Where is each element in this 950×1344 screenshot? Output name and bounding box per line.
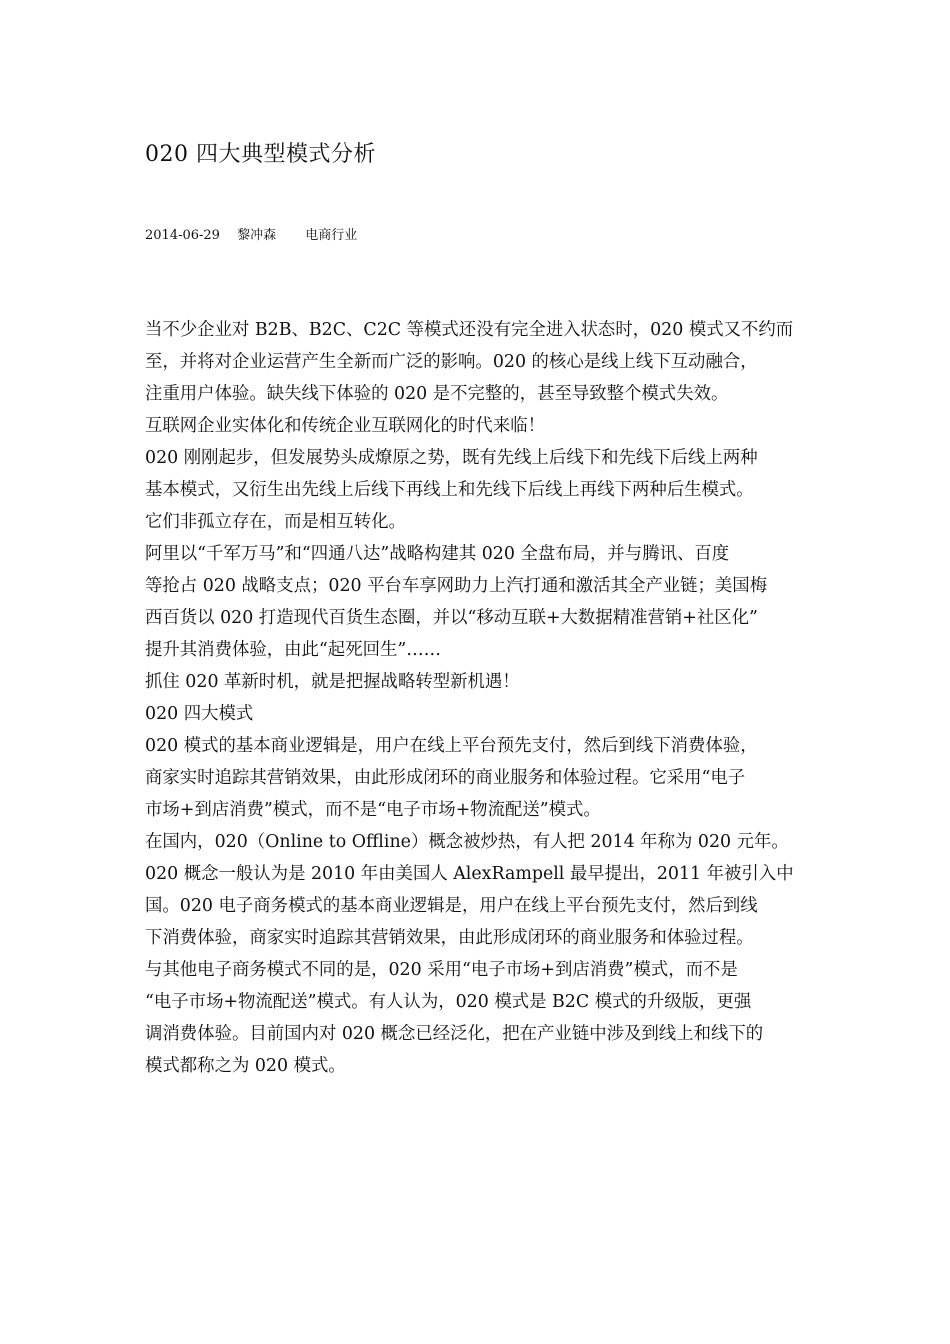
body-line: 至，并将对企业运营产生全新而广泛的影响。020 的核心是线上线下互动融合， <box>145 352 758 372</box>
body-line: “电子市场+物流配送”模式。有人认为，020 模式是 B2C 模式的升级版，更强 <box>145 992 752 1012</box>
body-line: 西百货以 020 打造现代百货生态圈，并以“移动互联+大数据精准营销+社区化” <box>145 608 758 628</box>
body-line: 国。020 电子商务模式的基本商业逻辑是，用户在线上平台预先支付，然后到线 <box>145 896 758 916</box>
body-line: 互联网企业实体化和传统企业互联网化的时代来临！ <box>145 416 545 436</box>
body-line: 当不少企业对 B2B、B2C、C2C 等模式还没有完全进入状态时，020 模式又不约而 <box>145 320 794 340</box>
article-meta <box>145 226 357 246</box>
body-line: 020 模式的基本商业逻辑是，用户在线上平台预先支付，然后到线下消费体验， <box>145 736 758 756</box>
category-label: 电商行业 <box>305 228 358 243</box>
body-line: 调消费体验。目前国内对 020 概念已经泛化，把在产业链中涉及到线上和线下的 <box>145 1024 764 1044</box>
body-line: 等抢占 020 战略支点；020 平台车享网助力上汽打通和激活其全产业链；美国梅 <box>145 576 768 596</box>
body-line: 下消费体验，商家实时追踪其营销效果，由此形成闭环的商业服务和体验过程。 <box>145 928 754 948</box>
body-line: 阿里以“千军万马”和“四通八达”战略构建其 020 全盘布局，并与腾讯、百度 <box>145 544 730 564</box>
body-line: 市场+到店消费”模式，而不是“电子市场+物流配送”模式。 <box>145 800 601 820</box>
body-line: 020 概念一般认为是 2010 年由美国人 AlexRampell 最早提出，2011 年被引入中 <box>145 864 794 884</box>
publish-date: 2014-06-29 <box>145 228 220 243</box>
section-heading: 020 四大模式 <box>145 704 254 724</box>
body-line: 抓住 020 革新时机，就是把握战略转型新机遇！ <box>145 672 520 692</box>
body-line: 模式都称之为 020 模式。 <box>145 1056 346 1076</box>
body-line: 商家实时追踪其营销效果，由此形成闭环的商业服务和体验过程。它采用“电子 <box>145 768 746 788</box>
body-line: 基本模式，又衍生出先线上后线下再线上和先线下后线上再线下两种后生模式。 <box>145 480 754 500</box>
body-line: 注重用户体验。缺失线下体验的 020 是不完整的，甚至导致整个模式失效。 <box>145 384 729 404</box>
body-line: 020 刚刚起步，但发展势头成燎原之势，既有先线上后线下和先线下后线上两种 <box>145 448 758 468</box>
article-body <box>145 314 825 1082</box>
body-line: 在国内，020（Online to Offline）概念被炒热，有人把 2014 年称为 020 元年。 <box>145 832 789 852</box>
author-name: 黎冲森 <box>237 228 277 243</box>
body-line: 提升其消费体验，由此“起死回生”…… <box>145 640 442 660</box>
body-line: 它们非孤立存在，而是相互转化。 <box>145 512 406 532</box>
article-title: 020 四大典型模式分析 <box>145 142 376 167</box>
body-line: 与其他电子商务模式不同的是，020 采用“电子市场+到店消费”模式，而不是 <box>145 960 738 980</box>
